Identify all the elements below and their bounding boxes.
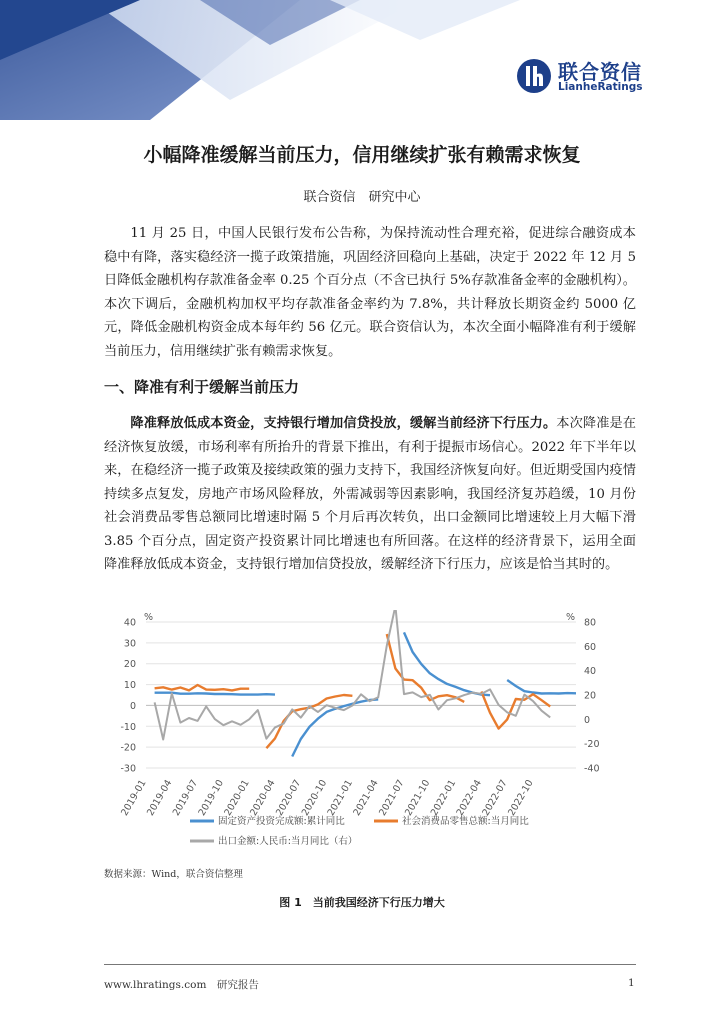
economy-chart bbox=[104, 610, 620, 860]
y-tick-label-left: -20 bbox=[120, 742, 136, 754]
x-tick-label: 2020-04 bbox=[248, 778, 278, 818]
x-tick-label: 2022-10 bbox=[506, 778, 536, 818]
section-heading: 一、降准有利于缓解当前压力 bbox=[104, 378, 300, 396]
intro-paragraph: 11 月 25 日，中国人民银行发布公告称，为保持流动性合理充裕，促进综合融资成本稳中有降，落实稳经济一揽子政策措施，巩固经济回稳向上基础，决定于 2022 年 12 月 5 日降低金融机构存款准备金率 0.25 个百分点（不含已执行 5%存款准备金率的金融机构）。本次下调后，金融机构加权平均存款准备金率约为 7.8%，共计释放长期资金约 5000 亿元，降低金融机构资金成本每年约 56 亿元。联合资信认为，本次全面小幅降准有利于缓解当前压力，信用继续扩张有赖需求恢复。 bbox=[104, 226, 636, 359]
y-tick-label-left: -10 bbox=[120, 721, 136, 733]
y-tick-label-left: 0 bbox=[129, 700, 136, 712]
x-tick-label: 2022-04 bbox=[454, 778, 484, 818]
x-tick-label: 2020-07 bbox=[274, 778, 304, 818]
x-tick-label: 2019-01 bbox=[119, 778, 149, 818]
y-tick-label-left: 40 bbox=[123, 617, 136, 629]
x-tick-label: 2020-10 bbox=[299, 778, 330, 818]
y-tick-label-right: -20 bbox=[584, 739, 600, 751]
data-source: 数据来源：Wind，联合资信整理 bbox=[104, 869, 243, 880]
x-tick-label: 2022-07 bbox=[480, 778, 510, 818]
x-tick-label: 2022-01 bbox=[428, 778, 459, 818]
paragraph-body: 本次降准是在经济恢复放缓，市场利率有所抬升的背景下推出，有利于提振市场信心。2022 年下半年以来，在稳经济一揽子政策及接续政策的强力支持下，我国经济恢复向好。但近期受国内疫情持续多点复发，房地产市场风险释放，外需减弱等因素影响，我国经济复苏趋缓，10 月份社会消费品零售总额同比增速时隔 5 个月后再次转负，出口金额同比增速较上月大幅下滑 3.85 个百分点，固定资产投资累计同比增速也有所回落。在这样的经济背景下，运用全面降准释放低成本资金，支持银行增加信贷投放，缓解经济下行压力，应该是恰当其时的。 bbox=[104, 416, 636, 572]
y-tick-label-left: -30 bbox=[120, 763, 136, 775]
paragraph-lead: 降准释放低成本资金，支持银行增加信贷投放，缓解当前经济下行压力。 bbox=[130, 416, 557, 431]
y-tick-label-left: 10 bbox=[123, 680, 136, 692]
y-unit-right: % bbox=[566, 612, 576, 623]
x-tick-label: 2021-10 bbox=[403, 778, 433, 818]
series-line-3 bbox=[155, 610, 551, 740]
report-author: 联合资信 研究中心 bbox=[303, 190, 421, 205]
brand-name-cn: 联合资信 bbox=[558, 60, 642, 84]
report-title: 小幅降准缓解当前压力，信用继续扩张有赖需求恢复 bbox=[143, 144, 581, 166]
x-tick-label: 2019-10 bbox=[196, 778, 226, 818]
y-tick-label-right: 40 bbox=[584, 666, 597, 678]
x-tick-label: 2020-01 bbox=[222, 778, 252, 818]
y-tick-label-right: 20 bbox=[584, 690, 597, 702]
x-tick-label: 2021-07 bbox=[377, 778, 407, 818]
x-tick-label: 2019-04 bbox=[145, 778, 175, 818]
y-unit-left: % bbox=[144, 612, 154, 623]
y-tick-label-right: 60 bbox=[584, 641, 597, 653]
legend-label-2: 社会消费品零售总额:当月同比 bbox=[402, 816, 529, 827]
y-tick-label-left: 20 bbox=[123, 659, 136, 671]
y-tick-label-left: 30 bbox=[123, 638, 136, 650]
x-tick-label: 2019-07 bbox=[170, 778, 201, 818]
brand-name-en: LianheRatings bbox=[558, 81, 643, 93]
brand-logo bbox=[516, 54, 676, 98]
x-tick-label: 2021-01 bbox=[325, 778, 355, 818]
legend-label-1: 固定资产投资完成额:累计同比 bbox=[218, 816, 345, 827]
figure-caption: 图 1 当前我国经济下行压力增大 bbox=[279, 896, 445, 909]
footer-site: www.lhratings.com 研究报告 bbox=[104, 979, 259, 991]
series-line-1 bbox=[155, 632, 576, 756]
y-tick-label-right: 80 bbox=[584, 617, 597, 629]
y-tick-label-right: -40 bbox=[584, 763, 600, 775]
brand-mark-icon bbox=[516, 58, 552, 94]
page-number: 1 bbox=[628, 977, 635, 989]
y-tick-label-right: 0 bbox=[584, 714, 591, 726]
x-tick-label: 2021-04 bbox=[351, 778, 381, 818]
section-paragraph bbox=[104, 412, 636, 577]
legend-label-3: 出口金额:人民币:当月同比（右） bbox=[218, 836, 358, 847]
footer-divider bbox=[104, 964, 636, 965]
